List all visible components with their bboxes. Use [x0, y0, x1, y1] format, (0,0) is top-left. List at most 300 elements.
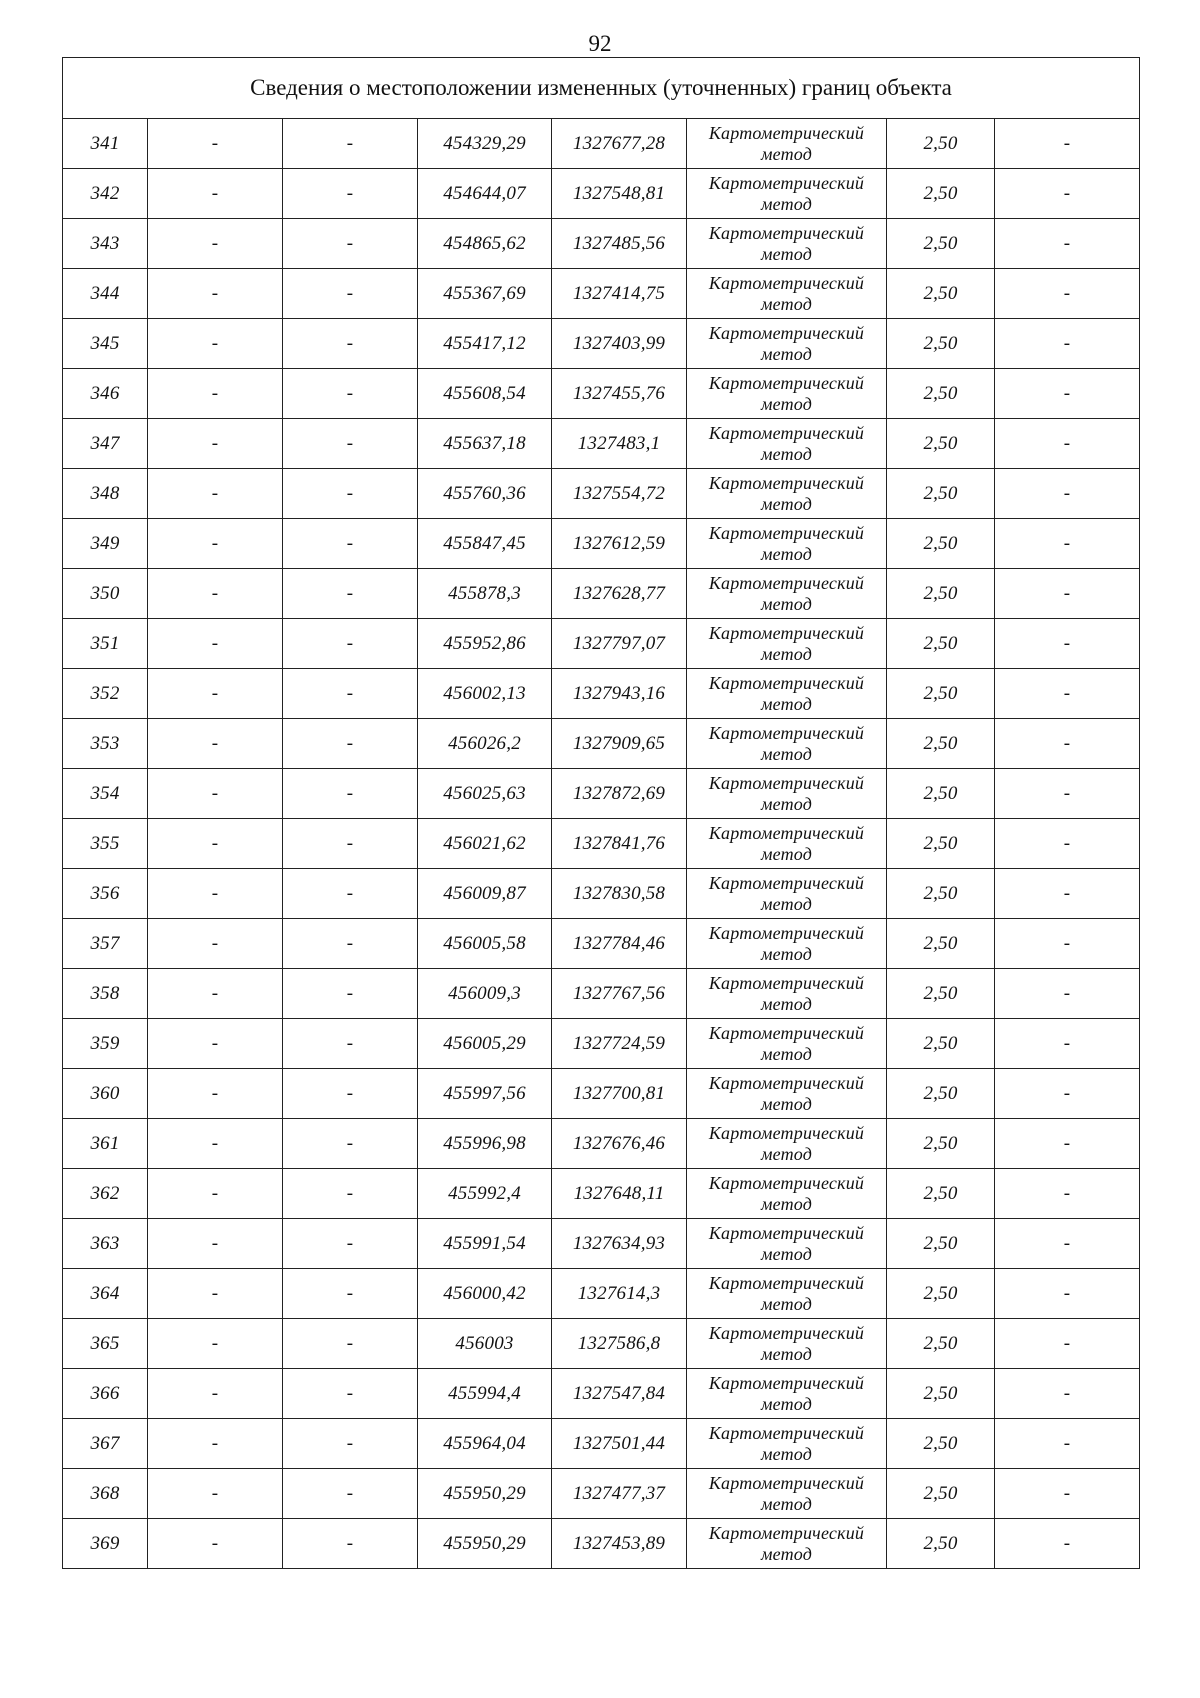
method-line-1: Картометрический — [708, 1122, 865, 1143]
accuracy-cell: 2,50 — [887, 969, 995, 1019]
method-cell — [687, 1319, 887, 1369]
method-cell — [687, 169, 887, 219]
old-x-cell: - — [148, 1219, 283, 1269]
method-cell — [687, 969, 887, 1019]
old-x-cell: - — [148, 819, 283, 869]
new-y-cell: 1327797,07 — [552, 619, 687, 669]
new-x-cell: 455417,12 — [418, 319, 552, 369]
method-line-1: Картометрический — [708, 272, 865, 293]
old-x-cell: - — [148, 869, 283, 919]
new-x-cell: 456000,42 — [418, 1269, 552, 1319]
method-cell — [687, 1019, 887, 1069]
new-y-cell: 1327414,75 — [552, 269, 687, 319]
note-cell: - — [995, 319, 1140, 369]
accuracy-cell: 2,50 — [887, 469, 995, 519]
method-line-1: Картометрический — [708, 1422, 865, 1443]
point-number-cell: 366 — [63, 1369, 148, 1419]
old-x-cell: - — [148, 1269, 283, 1319]
old-y-cell: - — [283, 1469, 418, 1519]
new-x-cell: 455847,45 — [418, 519, 552, 569]
old-y-cell: - — [283, 1419, 418, 1469]
point-number-cell: 367 — [63, 1419, 148, 1469]
new-y-cell: 1327841,76 — [552, 819, 687, 869]
accuracy-cell: 2,50 — [887, 869, 995, 919]
old-x-cell: - — [148, 1169, 283, 1219]
method-line-2: метод — [760, 1143, 813, 1164]
method-cell — [687, 369, 887, 419]
new-x-cell: 455760,36 — [418, 469, 552, 519]
point-number-cell: 364 — [63, 1269, 148, 1319]
method-cell — [687, 1069, 887, 1119]
old-x-cell: - — [148, 419, 283, 469]
new-y-cell: 1327453,89 — [552, 1519, 687, 1569]
table-row — [63, 419, 1140, 469]
note-cell: - — [995, 469, 1140, 519]
old-x-cell: - — [148, 769, 283, 819]
accuracy-cell: 2,50 — [887, 269, 995, 319]
accuracy-cell: 2,50 — [887, 1319, 995, 1369]
old-y-cell: - — [283, 1369, 418, 1419]
old-y-cell: - — [283, 819, 418, 869]
note-cell: - — [995, 1019, 1140, 1069]
new-y-cell: 1327612,59 — [552, 519, 687, 569]
method-line-1: Картометрический — [708, 522, 865, 543]
point-number-cell: 343 — [63, 219, 148, 269]
old-y-cell: - — [283, 419, 418, 469]
table-row — [63, 319, 1140, 369]
point-number-cell: 359 — [63, 1019, 148, 1069]
method-line-1: Картометрический — [708, 1222, 865, 1243]
method-line-2: метод — [760, 693, 813, 714]
table-row — [63, 1169, 1140, 1219]
table-row — [63, 369, 1140, 419]
method-line-2: метод — [760, 393, 813, 414]
old-y-cell: - — [283, 569, 418, 619]
method-line-1: Картометрический — [708, 1372, 865, 1393]
note-cell: - — [995, 1169, 1140, 1219]
new-y-cell: 1327784,46 — [552, 919, 687, 969]
method-line-1: Картометрический — [708, 622, 865, 643]
accuracy-cell: 2,50 — [887, 519, 995, 569]
new-y-cell: 1327767,56 — [552, 969, 687, 1019]
new-x-cell: 454329,29 — [418, 119, 552, 169]
old-x-cell: - — [148, 219, 283, 269]
table-row — [63, 1469, 1140, 1519]
point-number-cell: 362 — [63, 1169, 148, 1219]
method-cell — [687, 669, 887, 719]
new-x-cell: 455991,54 — [418, 1219, 552, 1269]
accuracy-cell: 2,50 — [887, 1119, 995, 1169]
note-cell: - — [995, 869, 1140, 919]
old-y-cell: - — [283, 519, 418, 569]
old-x-cell: - — [148, 1419, 283, 1469]
new-x-cell: 456025,63 — [418, 769, 552, 819]
old-x-cell: - — [148, 1519, 283, 1569]
method-line-2: метод — [760, 1443, 813, 1464]
method-line-1: Картометрический — [708, 122, 865, 143]
note-cell: - — [995, 1469, 1140, 1519]
method-cell — [687, 469, 887, 519]
old-y-cell: - — [283, 269, 418, 319]
accuracy-cell: 2,50 — [887, 169, 995, 219]
method-cell — [687, 869, 887, 919]
point-number-cell: 363 — [63, 1219, 148, 1269]
new-x-cell: 454644,07 — [418, 169, 552, 219]
table-body — [63, 58, 1140, 1569]
table-row — [63, 719, 1140, 769]
old-y-cell: - — [283, 169, 418, 219]
new-y-cell: 1327634,93 — [552, 1219, 687, 1269]
table-row — [63, 1519, 1140, 1569]
note-cell: - — [995, 969, 1140, 1019]
method-line-1: Картометрический — [708, 472, 865, 493]
table-row — [63, 219, 1140, 269]
point-number-cell: 347 — [63, 419, 148, 469]
new-x-cell: 456009,87 — [418, 869, 552, 919]
method-cell — [687, 1119, 887, 1169]
method-line-2: метод — [760, 793, 813, 814]
table-row — [63, 1369, 1140, 1419]
method-cell — [687, 1169, 887, 1219]
table-row — [63, 1069, 1140, 1119]
method-line-1: Картометрический — [708, 1272, 865, 1293]
table-row — [63, 1319, 1140, 1369]
table-row — [63, 969, 1140, 1019]
method-line-1: Картометрический — [708, 872, 865, 893]
note-cell: - — [995, 519, 1140, 569]
old-y-cell: - — [283, 119, 418, 169]
new-x-cell: 455950,29 — [418, 1519, 552, 1569]
method-line-1: Картометрический — [708, 222, 865, 243]
new-x-cell: 455952,86 — [418, 619, 552, 669]
method-cell — [687, 119, 887, 169]
new-y-cell: 1327547,84 — [552, 1369, 687, 1419]
method-line-2: метод — [760, 443, 813, 464]
table-row — [63, 519, 1140, 569]
point-number-cell: 352 — [63, 669, 148, 719]
method-cell — [687, 1219, 887, 1269]
old-y-cell: - — [283, 669, 418, 719]
old-y-cell: - — [283, 1219, 418, 1269]
table-row — [63, 619, 1140, 669]
method-cell — [687, 519, 887, 569]
new-y-cell: 1327554,72 — [552, 469, 687, 519]
old-y-cell: - — [283, 619, 418, 669]
note-cell: - — [995, 669, 1140, 719]
method-line-1: Картометрический — [708, 922, 865, 943]
point-number-cell: 349 — [63, 519, 148, 569]
accuracy-cell: 2,50 — [887, 219, 995, 269]
point-number-cell: 358 — [63, 969, 148, 1019]
table-row — [63, 119, 1140, 169]
old-y-cell: - — [283, 1069, 418, 1119]
point-number-cell: 354 — [63, 769, 148, 819]
new-y-cell: 1327677,28 — [552, 119, 687, 169]
new-y-cell: 1327548,81 — [552, 169, 687, 219]
table-row — [63, 1219, 1140, 1269]
method-line-2: метод — [760, 1243, 813, 1264]
method-cell — [687, 769, 887, 819]
table-row — [63, 869, 1140, 919]
old-x-cell: - — [148, 369, 283, 419]
old-x-cell: - — [148, 1319, 283, 1369]
note-cell: - — [995, 1519, 1140, 1569]
new-x-cell: 456002,13 — [418, 669, 552, 719]
old-y-cell: - — [283, 1169, 418, 1219]
table-row — [63, 669, 1140, 719]
point-number-cell: 361 — [63, 1119, 148, 1169]
method-cell — [687, 1269, 887, 1319]
title-row — [63, 58, 1140, 119]
point-number-cell: 360 — [63, 1069, 148, 1119]
table-row — [63, 1119, 1140, 1169]
note-cell: - — [995, 1319, 1140, 1369]
old-x-cell: - — [148, 919, 283, 969]
note-cell: - — [995, 1069, 1140, 1119]
note-cell: - — [995, 769, 1140, 819]
table-row — [63, 569, 1140, 619]
accuracy-cell: 2,50 — [887, 919, 995, 969]
method-cell — [687, 219, 887, 269]
new-x-cell: 456005,29 — [418, 1019, 552, 1069]
old-x-cell: - — [148, 519, 283, 569]
method-cell — [687, 1419, 887, 1469]
table-title: Сведения о местоположении измененных (уточненных) границ объекта — [63, 58, 1140, 119]
old-y-cell: - — [283, 919, 418, 969]
method-line-1: Картометрический — [708, 1072, 865, 1093]
new-x-cell: 456021,62 — [418, 819, 552, 869]
old-y-cell: - — [283, 319, 418, 369]
table-row — [63, 1019, 1140, 1069]
note-cell: - — [995, 369, 1140, 419]
method-cell — [687, 419, 887, 469]
point-number-cell: 355 — [63, 819, 148, 869]
accuracy-cell: 2,50 — [887, 1469, 995, 1519]
new-x-cell: 455996,98 — [418, 1119, 552, 1169]
note-cell: - — [995, 919, 1140, 969]
accuracy-cell: 2,50 — [887, 319, 995, 369]
method-line-1: Картометрический — [708, 172, 865, 193]
point-number-cell: 348 — [63, 469, 148, 519]
accuracy-cell: 2,50 — [887, 1169, 995, 1219]
accuracy-cell: 2,50 — [887, 1219, 995, 1269]
table-row — [63, 469, 1140, 519]
new-y-cell: 1327676,46 — [552, 1119, 687, 1169]
accuracy-cell: 2,50 — [887, 419, 995, 469]
new-y-cell: 1327909,65 — [552, 719, 687, 769]
new-y-cell: 1327483,1 — [552, 419, 687, 469]
new-y-cell: 1327724,59 — [552, 1019, 687, 1069]
new-x-cell: 455878,3 — [418, 569, 552, 619]
note-cell: - — [995, 1419, 1140, 1469]
accuracy-cell: 2,50 — [887, 1269, 995, 1319]
method-cell — [687, 1519, 887, 1569]
accuracy-cell: 2,50 — [887, 1519, 995, 1569]
new-y-cell: 1327648,11 — [552, 1169, 687, 1219]
note-cell: - — [995, 1369, 1140, 1419]
old-x-cell: - — [148, 1019, 283, 1069]
note-cell: - — [995, 219, 1140, 269]
method-line-2: метод — [760, 1393, 813, 1414]
old-x-cell: - — [148, 169, 283, 219]
old-x-cell: - — [148, 319, 283, 369]
new-y-cell: 1327628,77 — [552, 569, 687, 619]
point-number-cell: 368 — [63, 1469, 148, 1519]
old-x-cell: - — [148, 1469, 283, 1519]
method-line-2: метод — [760, 593, 813, 614]
accuracy-cell: 2,50 — [887, 1419, 995, 1469]
method-line-1: Картометрический — [708, 1172, 865, 1193]
new-y-cell: 1327501,44 — [552, 1419, 687, 1469]
method-line-2: метод — [760, 543, 813, 564]
old-x-cell: - — [148, 569, 283, 619]
new-y-cell: 1327455,76 — [552, 369, 687, 419]
new-x-cell: 456026,2 — [418, 719, 552, 769]
new-y-cell: 1327614,3 — [552, 1269, 687, 1319]
method-line-1: Картометрический — [708, 422, 865, 443]
point-number-cell: 369 — [63, 1519, 148, 1569]
new-y-cell: 1327943,16 — [552, 669, 687, 719]
method-line-2: метод — [760, 1043, 813, 1064]
point-number-cell: 350 — [63, 569, 148, 619]
accuracy-cell: 2,50 — [887, 1019, 995, 1069]
old-y-cell: - — [283, 1269, 418, 1319]
note-cell: - — [995, 1219, 1140, 1269]
note-cell: - — [995, 419, 1140, 469]
new-x-cell: 455367,69 — [418, 269, 552, 319]
old-y-cell: - — [283, 769, 418, 819]
accuracy-cell: 2,50 — [887, 369, 995, 419]
table-row — [63, 769, 1140, 819]
new-y-cell: 1327586,8 — [552, 1319, 687, 1369]
new-x-cell: 455997,56 — [418, 1069, 552, 1119]
old-x-cell: - — [148, 1069, 283, 1119]
method-cell — [687, 719, 887, 769]
method-line-2: метод — [760, 343, 813, 364]
old-y-cell: - — [283, 869, 418, 919]
method-line-2: метод — [760, 143, 813, 164]
point-number-cell: 341 — [63, 119, 148, 169]
method-cell — [687, 1469, 887, 1519]
method-line-2: метод — [760, 1493, 813, 1514]
old-y-cell: - — [283, 969, 418, 1019]
method-line-1: Картометрический — [708, 1022, 865, 1043]
accuracy-cell: 2,50 — [887, 819, 995, 869]
old-x-cell: - — [148, 669, 283, 719]
accuracy-cell: 2,50 — [887, 119, 995, 169]
old-y-cell: - — [283, 1019, 418, 1069]
method-line-1: Картометрический — [708, 1472, 865, 1493]
point-number-cell: 342 — [63, 169, 148, 219]
accuracy-cell: 2,50 — [887, 719, 995, 769]
old-y-cell: - — [283, 1319, 418, 1369]
boundary-coordinates-table — [62, 57, 1140, 1569]
old-y-cell: - — [283, 219, 418, 269]
method-line-1: Картометрический — [708, 722, 865, 743]
new-y-cell: 1327700,81 — [552, 1069, 687, 1119]
old-y-cell: - — [283, 469, 418, 519]
old-x-cell: - — [148, 119, 283, 169]
method-cell — [687, 269, 887, 319]
note-cell: - — [995, 619, 1140, 669]
new-x-cell: 456009,3 — [418, 969, 552, 1019]
method-line-1: Картометрический — [708, 1522, 865, 1543]
note-cell: - — [995, 119, 1140, 169]
method-line-1: Картометрический — [708, 672, 865, 693]
new-x-cell: 456005,58 — [418, 919, 552, 969]
method-line-2: метод — [760, 1193, 813, 1214]
accuracy-cell: 2,50 — [887, 1069, 995, 1119]
new-x-cell: 456003 — [418, 1319, 552, 1369]
new-y-cell: 1327403,99 — [552, 319, 687, 369]
new-y-cell: 1327872,69 — [552, 769, 687, 819]
method-line-1: Картометрический — [708, 322, 865, 343]
old-x-cell: - — [148, 969, 283, 1019]
accuracy-cell: 2,50 — [887, 669, 995, 719]
method-line-1: Картометрический — [708, 772, 865, 793]
note-cell: - — [995, 719, 1140, 769]
new-x-cell: 455964,04 — [418, 1419, 552, 1469]
note-cell: - — [995, 269, 1140, 319]
accuracy-cell: 2,50 — [887, 1369, 995, 1419]
page-number: 92 — [588, 31, 612, 56]
note-cell: - — [995, 819, 1140, 869]
method-line-1: Картометрический — [708, 572, 865, 593]
method-cell — [687, 619, 887, 669]
point-number-cell: 345 — [63, 319, 148, 369]
method-line-2: метод — [760, 943, 813, 964]
method-line-2: метод — [760, 743, 813, 764]
point-number-cell: 357 — [63, 919, 148, 969]
new-x-cell: 455608,54 — [418, 369, 552, 419]
note-cell: - — [995, 569, 1140, 619]
old-x-cell: - — [148, 619, 283, 669]
old-y-cell: - — [283, 719, 418, 769]
method-line-2: метод — [760, 1293, 813, 1314]
accuracy-cell: 2,50 — [887, 619, 995, 669]
method-line-1: Картометрический — [708, 822, 865, 843]
old-x-cell: - — [148, 1119, 283, 1169]
old-y-cell: - — [283, 1119, 418, 1169]
table-row — [63, 919, 1140, 969]
new-y-cell: 1327830,58 — [552, 869, 687, 919]
method-cell — [687, 319, 887, 369]
method-line-2: метод — [760, 843, 813, 864]
method-line-2: метод — [760, 293, 813, 314]
old-x-cell: - — [148, 269, 283, 319]
new-y-cell: 1327477,37 — [552, 1469, 687, 1519]
method-line-2: метод — [760, 193, 813, 214]
table-row — [63, 269, 1140, 319]
point-number-cell: 346 — [63, 369, 148, 419]
method-cell — [687, 1369, 887, 1419]
method-line-2: метод — [760, 643, 813, 664]
method-line-1: Картометрический — [708, 1322, 865, 1343]
table-row — [63, 1419, 1140, 1469]
point-number-cell: 365 — [63, 1319, 148, 1369]
method-line-2: метод — [760, 1343, 813, 1364]
point-number-cell: 351 — [63, 619, 148, 669]
old-y-cell: - — [283, 1519, 418, 1569]
method-line-2: метод — [760, 1093, 813, 1114]
note-cell: - — [995, 169, 1140, 219]
new-y-cell: 1327485,56 — [552, 219, 687, 269]
old-x-cell: - — [148, 1369, 283, 1419]
point-number-cell: 353 — [63, 719, 148, 769]
new-x-cell: 455950,29 — [418, 1469, 552, 1519]
method-line-2: метод — [760, 493, 813, 514]
point-number-cell: 344 — [63, 269, 148, 319]
